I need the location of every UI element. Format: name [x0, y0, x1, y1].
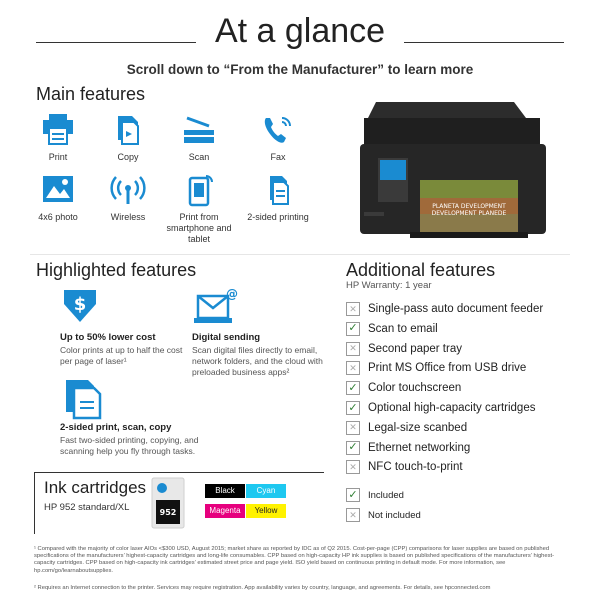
- feature-fax: [238, 114, 318, 163]
- main-features-heading: Main features: [36, 84, 146, 104]
- page-title: At a glance: [214, 12, 386, 50]
- x-icon: ✕: [346, 361, 360, 375]
- printer-print-line1: PLANETA DEVELOPMENT: [432, 203, 506, 210]
- ink-model: HP 952 standard/XL: [44, 502, 130, 513]
- ink-color-black: Black: [205, 484, 245, 498]
- legend-included: [346, 486, 404, 504]
- printer-image: [350, 94, 550, 244]
- section-divider: [30, 254, 570, 255]
- additional-feature-row: [346, 399, 535, 417]
- feature-label: Print from smartphone and tablet: [166, 212, 232, 244]
- check-icon: ✓: [346, 381, 360, 395]
- additional-feature-row: [346, 458, 463, 476]
- highlight-title: 2-sided print, scan, copy: [60, 422, 172, 433]
- feature-print: [18, 114, 98, 163]
- additional-feature-row: [346, 379, 461, 397]
- additional-feature-row: [346, 320, 438, 338]
- additional-feature-label: Color touchscreen: [368, 382, 462, 395]
- feature-mobile-print: [159, 174, 239, 245]
- legend-label: Not included: [368, 509, 421, 521]
- additional-feature-row: [346, 300, 543, 318]
- svg-text:$: $: [73, 294, 87, 315]
- warranty-text: HP Warranty: 1 year: [346, 280, 432, 291]
- ink-heading: Ink cartridges: [44, 478, 147, 497]
- ink-color-cyan: Cyan: [246, 484, 286, 498]
- feature-scan: [159, 114, 239, 163]
- ink-cartridge-image: [146, 478, 190, 528]
- highlight-two-sided-text: [60, 422, 220, 457]
- legend-label: Included: [368, 489, 404, 501]
- ink-color-magenta: Magenta: [205, 504, 245, 518]
- additional-feature-row: [346, 359, 526, 377]
- feature-label: Copy: [117, 152, 139, 162]
- legend-not-included: [346, 506, 421, 524]
- feature-label: Fax: [270, 152, 286, 162]
- additional-feature-label: Print MS Office from USB drive: [368, 362, 527, 375]
- svg-text:@: @: [226, 287, 238, 301]
- highlight-digital-text: [192, 332, 328, 378]
- ink-border-left: [34, 472, 35, 534]
- fax-icon: [260, 114, 296, 146]
- duplex-icon: [260, 174, 296, 206]
- check-icon: ✓: [346, 488, 360, 502]
- footnote-2: ² Requires an Internet connection to the printer. Services may require registration. App availability varies by country, language, and agreements. For details, see hpconnected.com: [34, 585, 491, 591]
- x-icon: ✕: [346, 460, 360, 474]
- feature-duplex: [238, 174, 318, 223]
- print-icon: [40, 114, 76, 146]
- highlight-body: Scan digital files directly to email, network folders, and the cloud with preloaded business apps²: [192, 345, 323, 377]
- highlighted-heading: Highlighted features: [36, 260, 197, 280]
- feature-label: 2-sided printing: [247, 212, 309, 222]
- ink-color-yellow: Yellow: [246, 504, 286, 518]
- cartridge-label: 952: [159, 508, 177, 517]
- feature-wireless: [88, 174, 168, 223]
- additional-feature-row: [346, 340, 462, 358]
- printer-print-line2: DEVELOPMENT PLANEDE: [431, 210, 507, 217]
- feature-label: 4x6 photo: [38, 212, 78, 222]
- highlight-digital-sending: [192, 286, 328, 330]
- additional-feature-label: Single-pass auto document feeder: [368, 303, 544, 315]
- highlight-body: Fast two-sided printing, copying, and scanning help you fly through tasks.: [60, 435, 199, 456]
- additional-heading: Additional features: [346, 260, 496, 280]
- x-icon: ✕: [346, 302, 360, 316]
- feature-photo: [18, 174, 98, 223]
- scan-icon: [181, 114, 217, 146]
- check-icon: ✓: [346, 401, 360, 415]
- mobile-print-icon: [181, 174, 217, 206]
- photo-icon: [40, 174, 76, 206]
- digital-send-icon: [192, 286, 236, 326]
- feature-label: Scan: [188, 152, 210, 162]
- two-sided-icon: [60, 378, 104, 420]
- additional-feature-label: Ethernet networking: [368, 441, 471, 454]
- wireless-icon: [110, 174, 146, 206]
- x-icon: ✕: [346, 508, 360, 522]
- x-icon: ✕: [346, 421, 360, 435]
- additional-feature-row: [346, 439, 470, 457]
- additional-feature-label: NFC touch-to-print: [368, 461, 463, 474]
- additional-feature-label: Optional high-capacity cartridges: [368, 402, 536, 414]
- feature-label: Print: [48, 152, 68, 162]
- dollar-down-icon: [60, 288, 100, 328]
- additional-feature-label: Legal-size scanbed: [368, 421, 468, 434]
- page-subtitle: Scroll down to “From the Manufacturer” to learn more: [126, 62, 474, 77]
- highlight-body: Color prints at up to half the cost per page of laser¹: [60, 345, 183, 366]
- additional-feature-row: [346, 419, 467, 437]
- copy-icon: [110, 114, 146, 146]
- additional-feature-label: Scan to email: [368, 322, 438, 335]
- check-icon: ✓: [346, 322, 360, 336]
- highlight-cost: [60, 288, 190, 332]
- highlight-cost-text: [60, 332, 190, 367]
- ink-border-top: [34, 472, 324, 473]
- check-icon: ✓: [346, 441, 360, 455]
- highlight-title: Digital sending: [192, 332, 261, 343]
- highlight-two-sided: [60, 378, 120, 420]
- highlight-title: Up to 50% lower cost: [60, 332, 156, 343]
- additional-feature-label: Second paper tray: [368, 342, 462, 355]
- feature-copy: [88, 114, 168, 163]
- footnote-1: ¹ Compared with the majority of color laser AIOs <$300 USD, August 2015; market share as reported by IDC as of Q2 2015. Cost-per-page (CPP) comparisons for laser supplies are based on published specifications of the manufacturers’ highest-capacity cartridges and long-life consumables. CPP based on high-capacity HP ink supplies is based on published specifications of the manufacturers’ highest-capacity cartridges. CPP based on high-capacity ink cartridges’ estimated street price and page yield. ISO yield based on continuous printing in default mode. For more information, see hp.com/go/learnaboutsupplies.: [34, 546, 555, 574]
- x-icon: ✕: [346, 342, 360, 356]
- feature-label: Wireless: [110, 212, 146, 222]
